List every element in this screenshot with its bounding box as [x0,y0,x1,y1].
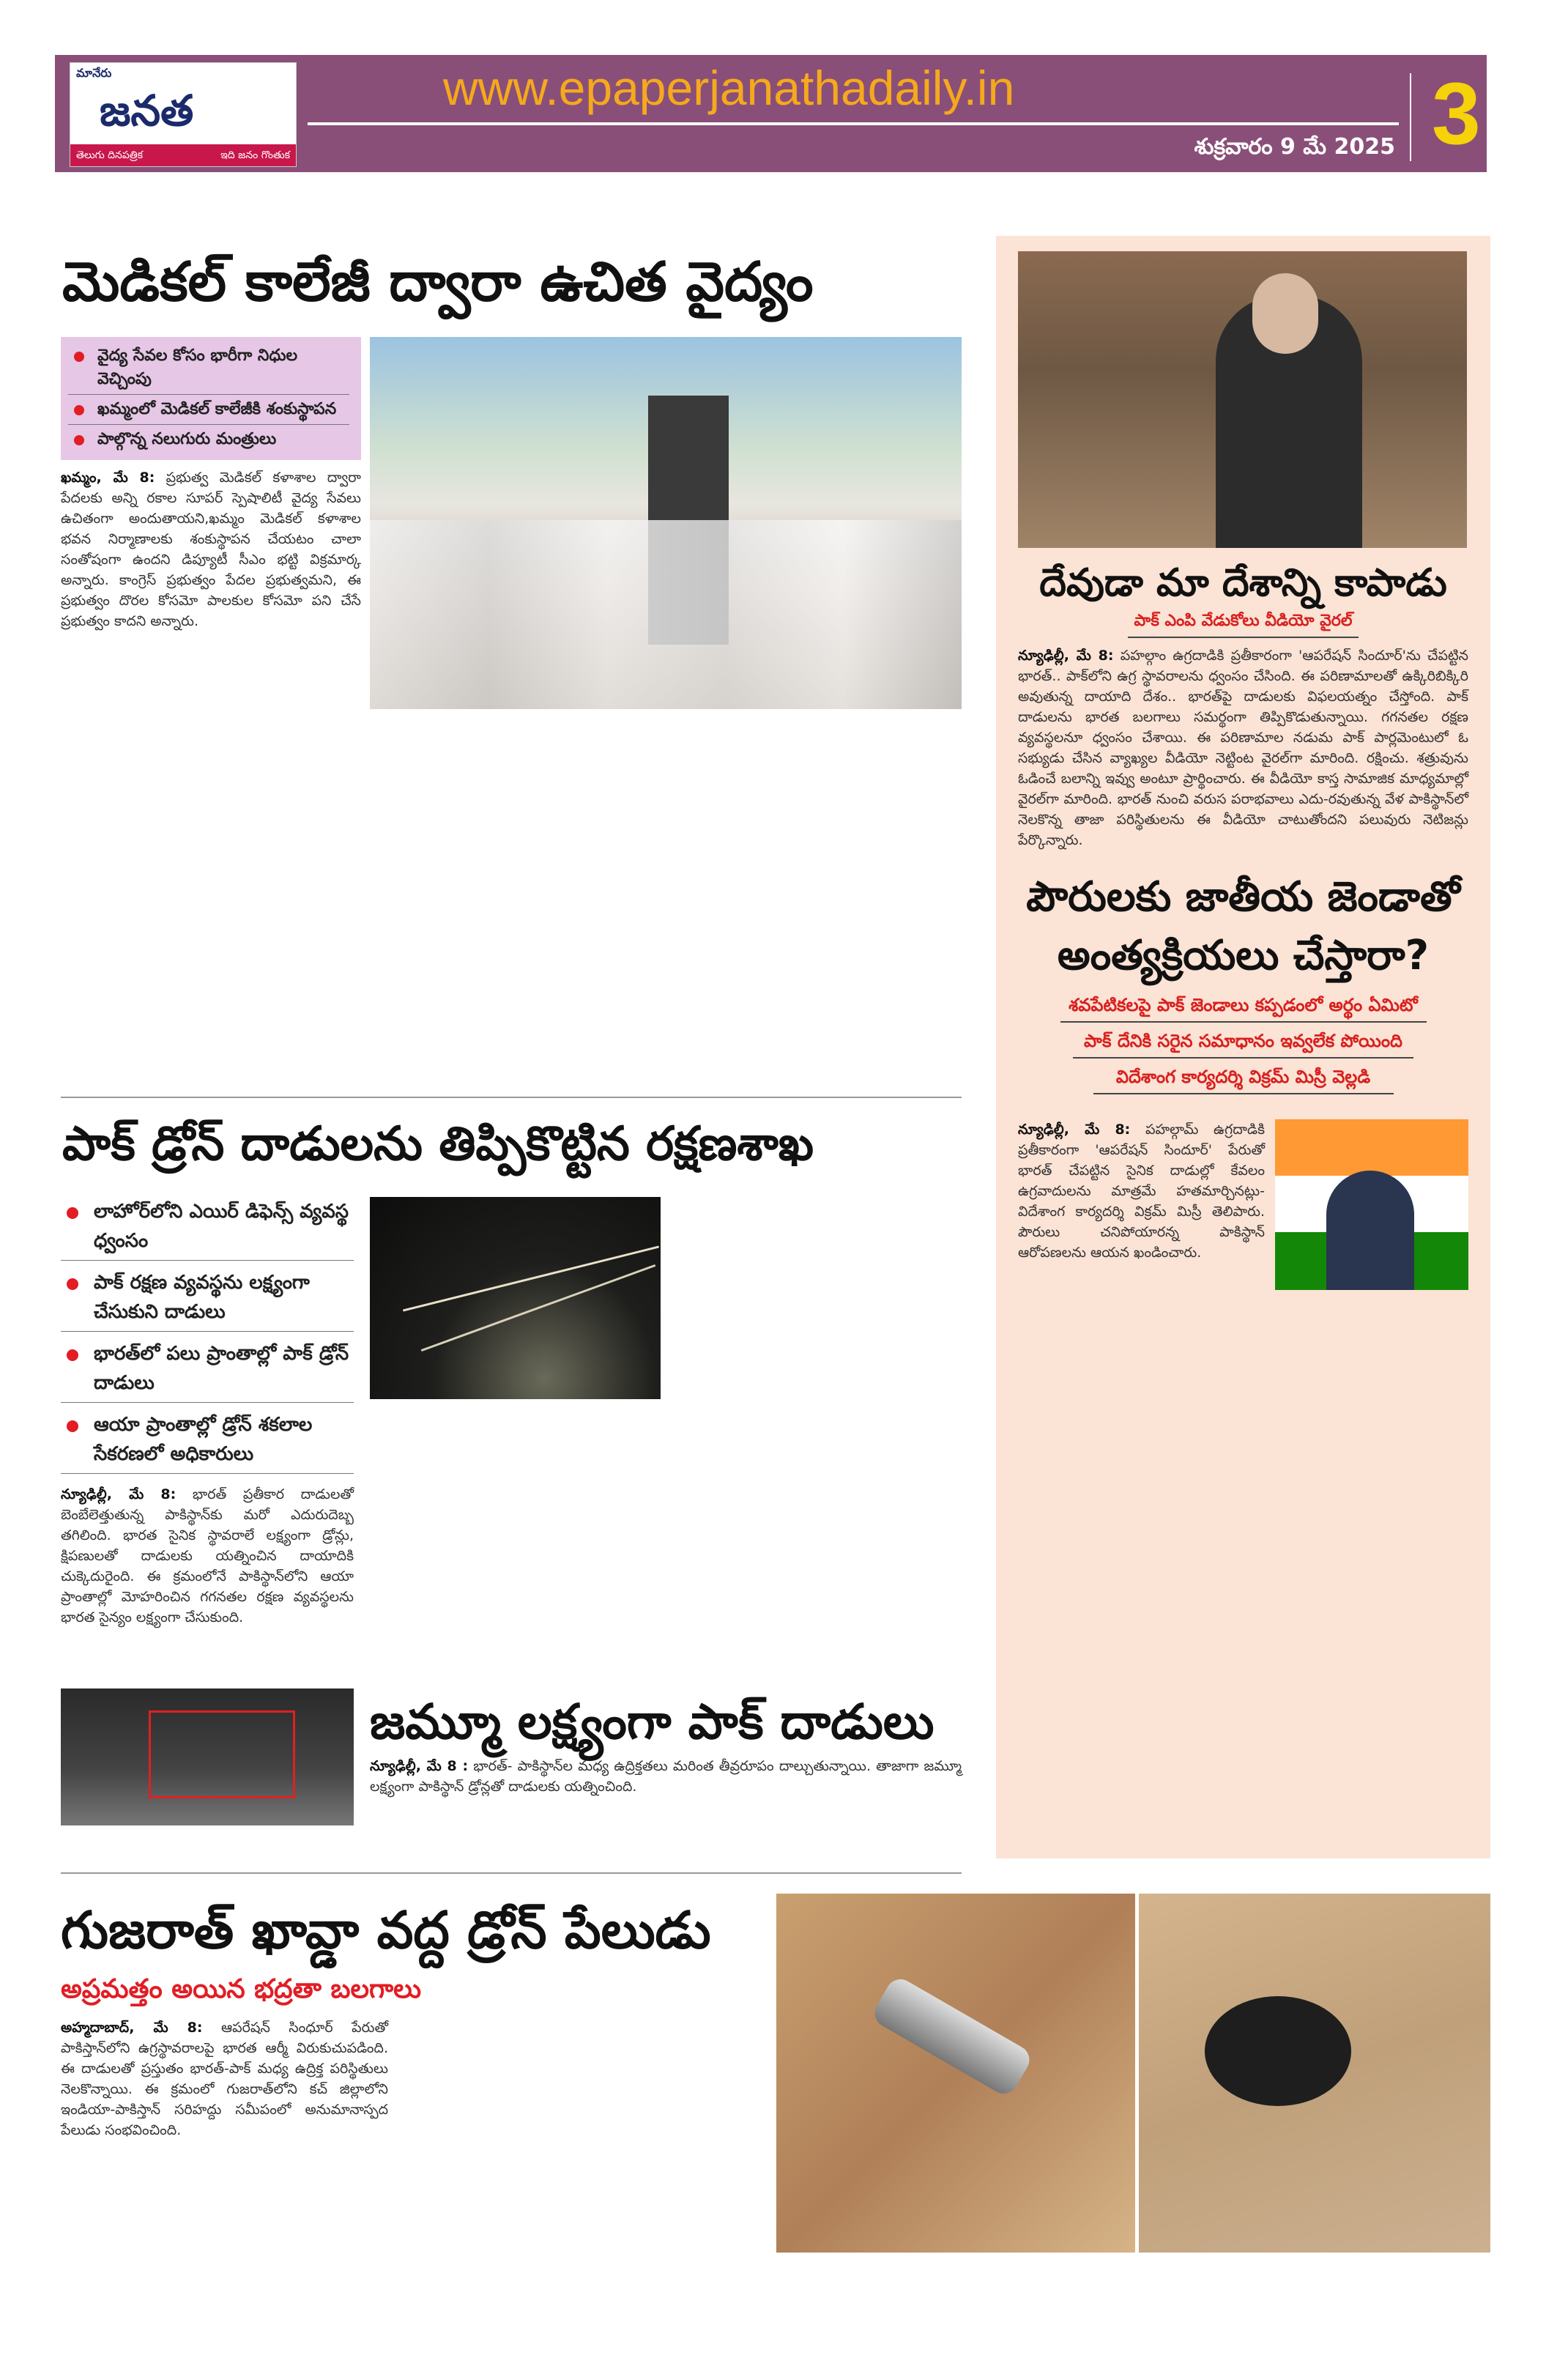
highlights-box [61,337,361,460]
highlight-rectangle [149,1710,295,1798]
subhead: విదేశాంగ కార్యదర్శి విక్రమ్ మిస్రీ వెల్లడి [1115,1066,1371,1087]
highlight-item: వైద్య సేవల కోసం భారీగా నిధుల వెచ్చింపు [68,341,349,395]
jammu-article [370,1688,962,1797]
article-body-devuda: న్యూఢిల్లీ, మే 8: పహల్గాం ఉగ్రదాడికి ప్రతీకారంగా 'ఆపరేషన్ సిందూర్'ను చేపట్టిన భారత్.. పాక్‌లోని ఉగ్ర స్థావరాలను ధ్వంసం చేసింది. ఈ పరిణామాలతో ఉక్కిరిబిక్కిరి అవుతున్న దాయాది దేశం.. భారత్‌పై దాడులకు విఫలయత్నం చేస్తోంది. పాక్ దాడులను భారత బలగాలు సమర్థంగా తిప్పికొడుతున్నాయి. గగనతల రక్షణ వ్యవస్థలనూ ధ్వంసం చేశాయి. ఈ పరిణామాల నడుమ పాక్ పార్లమెంటులో ఓ సభ్యుడు చేసిన వ్యాఖ్యల వీడియో నెట్టింట వైరల్‌గా మారింది. రక్షించు. శత్రువును ఓడించే బలాన్ని ఇవ్వు అంటూ ప్రార్థించారు. ఈ వీడియో కాస్త సామాజిక మాధ్యమాల్లో వైరల్‌గా మారింది. భారత్ నుంచి వరుస పరాభవాలు ఎదు-రవుతున్న వేళ పాకిస్థాన్‌లో నెలకొన్న తాజా పరిస్థితులను ఈ వీడియో చాటుతోందని పలువురు నెటిజన్లు పేర్కొన్నారు. [1018,647,1469,848]
photo-pak-parliament [1018,251,1467,548]
masthead [55,55,1487,172]
divider [1410,73,1411,161]
rule [1128,637,1359,638]
headline-devuda: దేవుడా మా దేశాన్ని కాపాడు [1039,561,1447,605]
issue-date: శుక్రవారం 9 మే 2025 [1194,134,1395,160]
divider [61,1097,962,1098]
person-figure [1326,1171,1414,1290]
photo-drone-debris-2 [1139,1894,1490,2253]
headline-medical: మెడికల్ కాలేజీ ద్వారా ఉచిత వైద్యం [62,251,814,314]
article-body-drone: న్యూఢిల్లీ, మే 8: భారత్ ప్రతీకార దాడులతో బెంబేలెత్తుతున్న పాకిస్థాన్‌కు మరో ఎదురుదెబ్బ తగిలింది. భారత సైనిక స్థావరాలే లక్ష్యంగా డ్రోన్లు, క్షిపణులతో దాడులకు యత్నించిన దాయాదికి చుక్కెదురైంది. ఈ క్రమంలోనే పాకిస్థాన్‌లోని ఆయా ప్రాంతాల్లో మోహరించిన గగనతల రక్షణ వ్యవస్థలను భారత సైన్యం లక్ష్యంగా చేసుకుంది. [61,1486,354,1625]
subhead: పాక్ ఎంపి వేడుకోలు వీడియో వైరల్ [1134,612,1353,630]
highlight-item: ఖమ్మంలో మెడికల్ కాలేజీకి శంకుస్థాపన [68,395,349,425]
drone-left-column [61,1195,354,1628]
people-group [370,520,962,709]
highlight-item: లాహోర్‌లోని ఎయిర్ డిఫెన్స్ వ్యవస్థ ధ్వంసం [61,1195,354,1261]
highlight-item: పాల్గొన్న నలుగురు మంత్రులు [68,425,349,454]
logo-tagline-left: తెలుగు దినపత్రిక [76,149,144,161]
gujarat-article [61,1890,764,2140]
photo-drone-debris-1 [776,1894,1135,2253]
subhead: పాక్ దేనికి సరైన సమాధానం ఇవ్వలేక పోయింది [1084,1030,1402,1051]
drone-part [869,1974,1035,2099]
subhead: అప్రమత్తం అయిన భద్రతా బలగాలు [61,1974,422,2004]
logo-tagline-right: ఇది జనం గొంతుక [220,149,290,161]
speaker-face [1252,273,1318,354]
rule [1073,1057,1413,1059]
headline-flag-funeral-2: అంత్యక్రియలు చేస్తారా? [1057,931,1430,979]
headline-gujarat: గుజరాత్ ఖావ్డా వద్ద డ్రోన్ పేలుడు [61,1900,711,1960]
sidebar [996,236,1490,1858]
logo-wordmark: జనత [100,86,194,136]
headline-jammu: జమ్మూ లక్ష్యంగా పాక్ దాడులు [370,1694,934,1750]
rule [1060,1021,1427,1023]
page-number: 3 [1432,64,1481,163]
article-body-jammu: న్యూఢిల్లీ, మే 8 : భారత్- పాకిస్థాన్‌ల మధ్య ఉద్రిక్తతలు మరింత తీవ్రరూపం దాల్చుతున్నాయి. తాజాగా జమ్మూ లక్ష్యంగా పాకిస్థాన్ డ్రోన్లతో దాడులకు యత్నించింది. [370,1758,962,1795]
photo-jammu-night [61,1688,354,1825]
logo-tagline-top: మానేరు [76,66,112,80]
logo [70,62,297,167]
article-body-medical: ఖమ్మం, మే 8: ప్రభుత్వ మెడికల్ కళాశాల ద్వారా పేదలకు అన్ని రకాల సూపర్ స్పెషాలిటీ వైద్య సేవలు ఉచితంగా అందుతాయని,ఖమ్మం మెడికల్ కళాశాల భవన నిర్మాణాలకు శంకుస్థాపన చేయటం చాలా సంతోషంగా ఉందని డిప్యూటీ సీఎం భట్టి విక్రమార్క అన్నారు. కాంగ్రెస్ ప్రభుత్వం పేదల ప్రభుత్వమని, ఈ ప్రభుత్వం దొరల కోసమో పాలకుల కోసమో పని చేసే ప్రభుత్వం కాదని అన్నారు. [61,470,361,629]
highlight-item: ఆయా ప్రాంతాల్లో డ్రోన్ శకలాల సేకరణలో అధికారులు [61,1409,354,1474]
logo-bar [70,144,296,166]
website-url[interactable]: www.epaperjanathadaily.in [443,61,1015,115]
divider [61,1872,962,1874]
subhead: శవపేటికలపై పాక్ జెండాలు కప్పడంలో అర్థం ఏమిటో [1069,994,1418,1015]
burnt-debris [1205,1996,1351,2106]
divider [308,122,1399,125]
photo-medical-college-foundation [370,337,962,709]
medical-left-column [61,337,361,631]
highlight-item: భారత్‌లో పలు ప్రాంతాల్లో పాక్ డ్రోన్ దాడులు [61,1338,354,1403]
headline-drone: పాక్ డ్రోన్ దాడులను తిప్పికొట్టిన రక్షణశాఖ [62,1117,814,1171]
highlight-item: పాక్ రక్షణ వ్యవస్థను లక్ష్యంగా చేసుకుని దాడులు [61,1267,354,1332]
article-body-gujarat: అహ్మదాబాద్, మే 8: ఆపరేషన్ సింధూర్ పేరుతో పాకిస్తాన్‌లోని ఉగ్రస్థావరాలపై భారత ఆర్మీ విరుకుచుపడింది. ఈ దాడులతో ప్రస్తుతం భారత్-పాక్ మధ్య ఉద్రిక్త పరిస్థితులు నెలకొన్నాయి. ఈ క్రమంలో గుజరాత్‌లోని కచ్ జిల్లాలోని ఇండియా-పాకిస్తాన్ సరిహద్దు సమీపంలో అనుమానాస్పద పేలుడు సంభవించింది. [61,2020,389,2138]
photo-night-interception [370,1197,661,1399]
flag-funeral-article [1018,1119,1468,1297]
photo-vikram-misri [1275,1119,1468,1290]
article-body-flag-funeral: న్యూఢిల్లీ, మే 8: పహల్గామ్ ఉగ్రదాడికి ప్రతీకారంగా 'ఆపరేషన్ సిందూర్' పేరుతో భారత్ చేపట్టిన సైనిక దాడుల్లో కేవలం ఉగ్రవాదులను మాత్రమే హతమార్చినట్లు- విదేశాంగ కార్యదర్శి విక్రమ్ మిస్రీ తెలిపారు. పౌరులు చనిపోయారన్న పాకిస్థాన్ ఆరోపణలను ఆయన ఖండించారు. [1018,1122,1265,1261]
rule [1093,1093,1394,1094]
headline-flag-funeral-1: పౌరులకు జాతీయ జెండాతో [1026,872,1460,921]
